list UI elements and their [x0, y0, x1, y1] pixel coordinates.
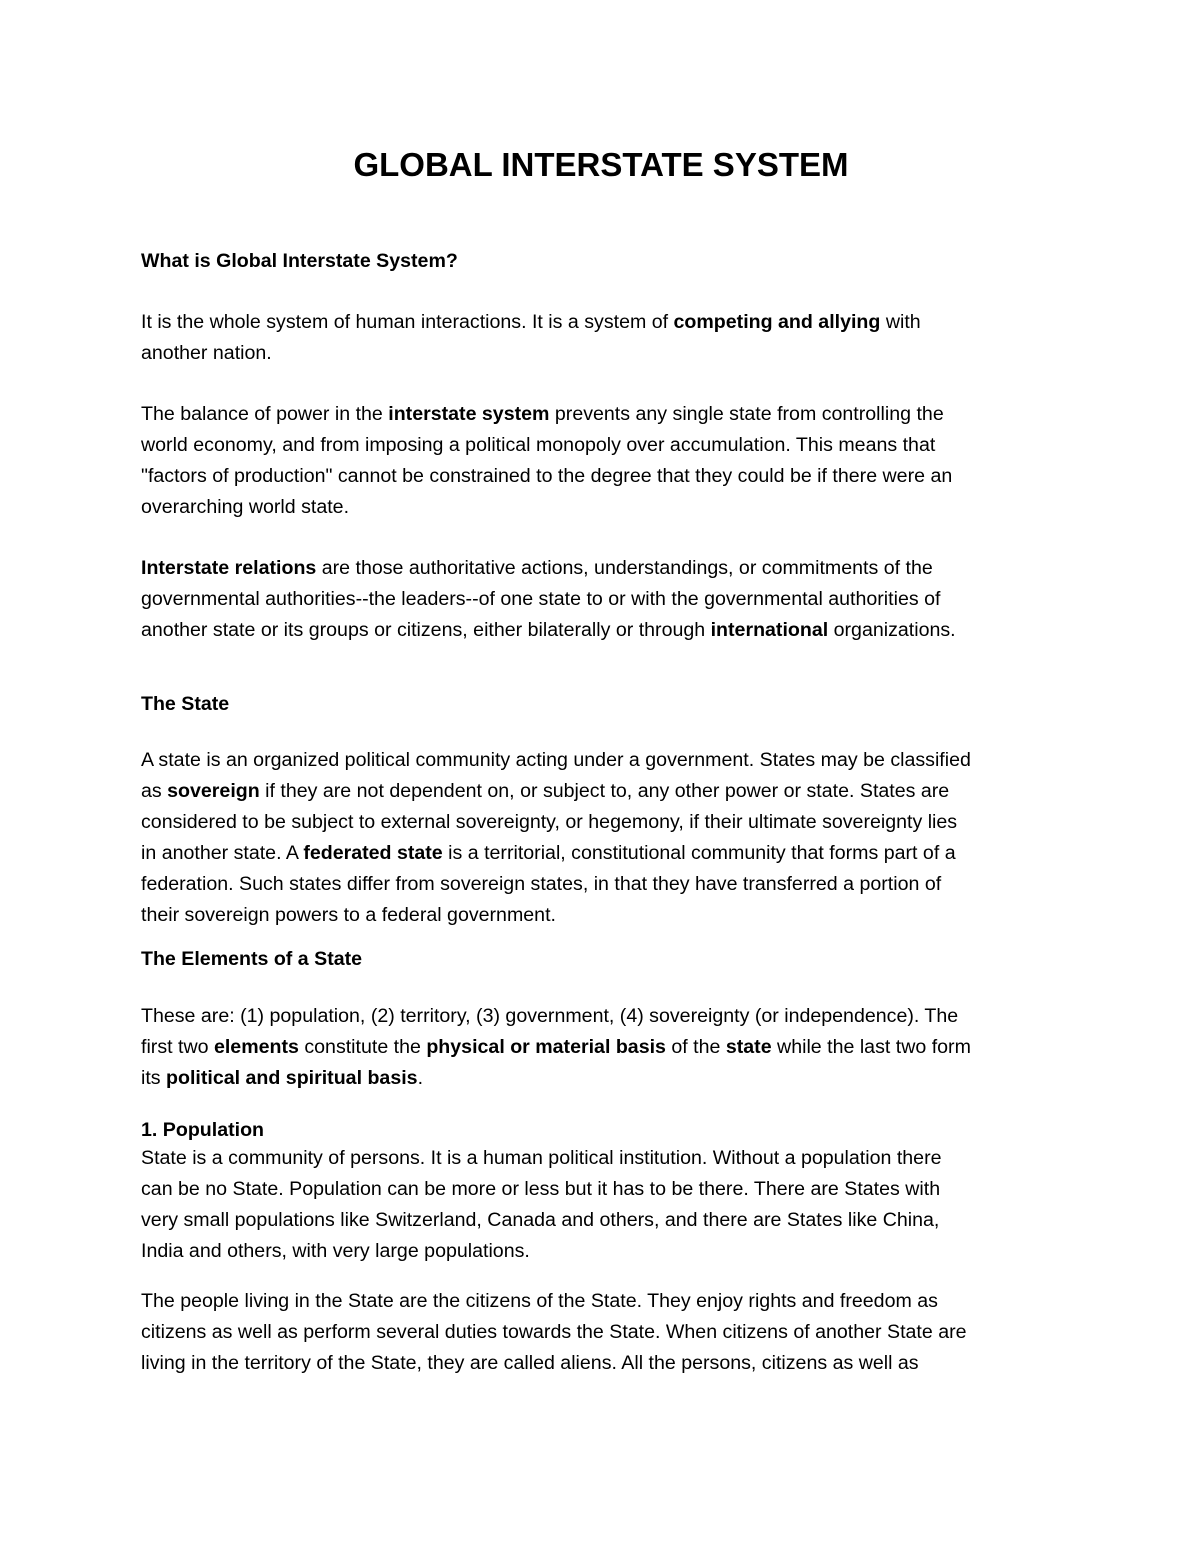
- section-heading-what-is: What is Global Interstate System?: [141, 250, 458, 272]
- paragraph-citizens: The people living in the State are the citizens of the State. They enjoy rights and freedom as citizens as well as perform several duties towards the State. When citizens of another State are living in the territory of the State, they are called aliens. All the persons, citizens as well as: [141, 1290, 967, 1374]
- section-heading-the-state: The State: [141, 693, 230, 715]
- paragraph-state-definition: A state is an organized political community acting under a government. States may be classified as sovereign if they are not dependent on, or subject to, any other power or state. States are considered to be subject to external sovereignty, or hegemony, if their ultimate sovereignty lies in another state. A federated state is a territorial, constitutional community that forms part of a federation. Such states differ from sovereign states, in that they have transferred a portion of their sovereign powers to a federal government.: [141, 749, 971, 926]
- paragraph-interstate-relations: Interstate relations are those authoritative actions, understandings, or commitments of the governmental authorities--the leaders--of one state to or with the governmental authorities of another state or its groups or citizens, either bilaterally or through international organizations.: [141, 557, 956, 641]
- paragraph-population: State is a community of persons. It is a human political institution. Without a population there can be no State. Population can be more or less but it has to be there. There are States with very small populations like Switzerland, Canada and others, and there are States like China, India and others, with very large populations.: [141, 1147, 942, 1262]
- paragraph-balance-of-power: The balance of power in the interstate system prevents any single state from controlling the world economy, and from imposing a political monopoly over accumulation. This means that "factors of production" cannot be constrained to the degree that they could be if there were an overarching world state.: [141, 403, 953, 518]
- section-heading-elements: The Elements of a State: [141, 948, 363, 970]
- document-title: GLOBAL INTERSTATE SYSTEM: [353, 146, 849, 183]
- paragraph-elements-list: These are: (1) population, (2) territory, (3) government, (4) sovereignty (or independence). The first two elements constitute the physical or material basis of the state while the last two form its political and spiritual basis.: [141, 1005, 971, 1089]
- section-heading-population: 1. Population: [141, 1119, 265, 1141]
- paragraph-definition: It is the whole system of human interactions. It is a system of competing and allying with another nation.: [141, 311, 921, 364]
